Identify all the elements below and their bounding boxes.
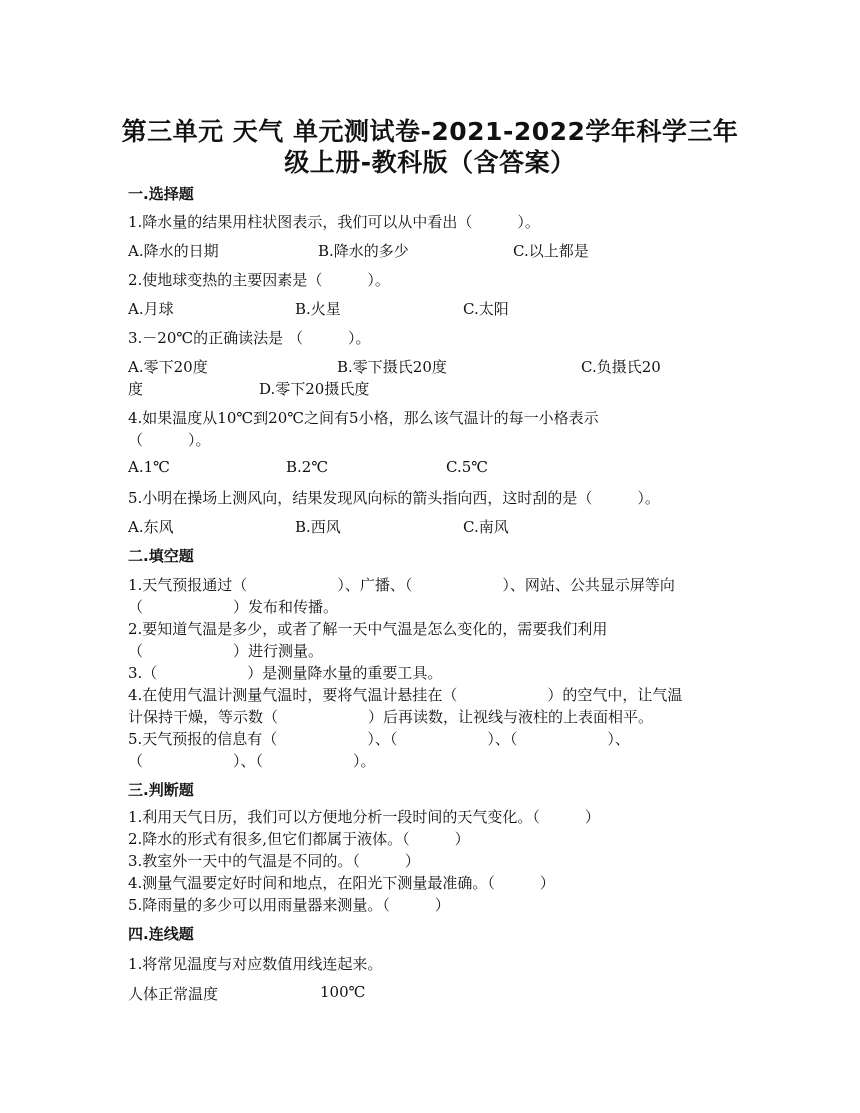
judge-item-2: 2.降水的形式有很多,但它们都属于液体。（ ） xyxy=(128,830,470,848)
q4-option-c: C.5℃ xyxy=(446,458,489,476)
document-title-line-2: 级上册-教科版（含答案） xyxy=(284,148,576,177)
q1-option-c: C.以上都是 xyxy=(513,242,589,260)
question-4-text-continued: （ ）。 xyxy=(128,431,211,449)
q1-option-b: B.降水的多少 xyxy=(318,242,409,260)
q5-option-b: B.西风 xyxy=(295,518,341,536)
q5-option-a: A.东风 xyxy=(128,518,174,536)
judge-item-4: 4.测量气温要定好时间和地点，在阳光下测量最准确。（ ） xyxy=(128,874,555,892)
fill-line-7: 计保持干燥，等示数（ ）后再读数，让视线与液柱的上表面相平。 xyxy=(128,708,654,726)
q3-option-d: D.零下20摄氏度 xyxy=(259,380,370,398)
fill-line-4: （ ）进行测量。 xyxy=(128,642,324,660)
judge-item-3: 3.教室外一天中的气温是不同的。（ ） xyxy=(128,852,420,870)
fill-line-8: 5.天气预报的信息有（ ）、（ ）、（ ）、 xyxy=(128,730,630,748)
q1-option-a: A.降水的日期 xyxy=(128,242,219,260)
section-heading-true-false: 三.判断题 xyxy=(128,781,194,799)
q2-option-a: A.月球 xyxy=(128,300,174,318)
judge-item-5: 5.降雨量的多少可以用雨量器来测量。（ ） xyxy=(128,896,450,914)
question-1-text: 1.降水量的结果用柱状图表示，我们可以从中看出（ ）。 xyxy=(128,213,540,231)
document-title-line-1: 第三单元 天气 单元测试卷-2021-2022学年科学三年 xyxy=(121,117,739,146)
question-2-text: 2.使地球变热的主要因素是（ ）。 xyxy=(128,271,390,289)
section-heading-choice: 一.选择题 xyxy=(128,185,194,203)
matching-left-item-1: 人体正常温度 xyxy=(128,985,219,1003)
fill-line-9: （ ）、（ ）。 xyxy=(128,752,376,770)
q3-option-c-continued: 度 xyxy=(128,380,144,398)
section-heading-matching: 四.连线题 xyxy=(128,925,194,943)
q4-option-a: A.1℃ xyxy=(128,458,170,476)
q5-option-c: C.南风 xyxy=(463,518,509,536)
q3-option-a: A.零下20度 xyxy=(128,358,208,376)
q3-option-b: B.零下摄氏20度 xyxy=(337,358,447,376)
section-heading-fill-blank: 二.填空题 xyxy=(128,547,194,565)
matching-question-1: 1.将常见温度与对应数值用线连起来。 xyxy=(128,955,383,973)
fill-line-6: 4.在使用气温计测量气温时，要将气温计悬挂在（ ）的空气中，让气温 xyxy=(128,686,683,704)
q2-option-c: C.太阳 xyxy=(463,300,509,318)
fill-line-3: 2.要知道气温是多少，或者了解一天中气温是怎么变化的，需要我们利用 xyxy=(128,620,608,638)
q3-option-c: C.负摄氏20 xyxy=(581,358,661,376)
question-5-text: 5.小明在操场上测风向，结果发现风向标的箭头指向西，这时刮的是（ ）。 xyxy=(128,489,660,507)
judge-item-1: 1.利用天气日历，我们可以方便地分析一段时间的天气变化。（ ） xyxy=(128,808,600,826)
q2-option-b: B.火星 xyxy=(295,300,341,318)
fill-line-2: （ ）发布和传播。 xyxy=(128,598,339,616)
fill-line-1: 1.天气预报通过（ ）、广播、（ ）、网站、公共显示屏等向 xyxy=(128,576,675,594)
fill-line-5: 3.（ ）是测量降水量的重要工具。 xyxy=(128,664,443,682)
question-4-text: 4.如果温度从10℃到20℃之间有5小格，那么该气温计的每一小格表示 xyxy=(128,409,599,427)
question-3-text: 3.－20℃的正确读法是 （ ）。 xyxy=(128,329,371,347)
matching-right-item-1: 100℃ xyxy=(320,983,366,1001)
q4-option-b: B.2℃ xyxy=(286,458,329,476)
